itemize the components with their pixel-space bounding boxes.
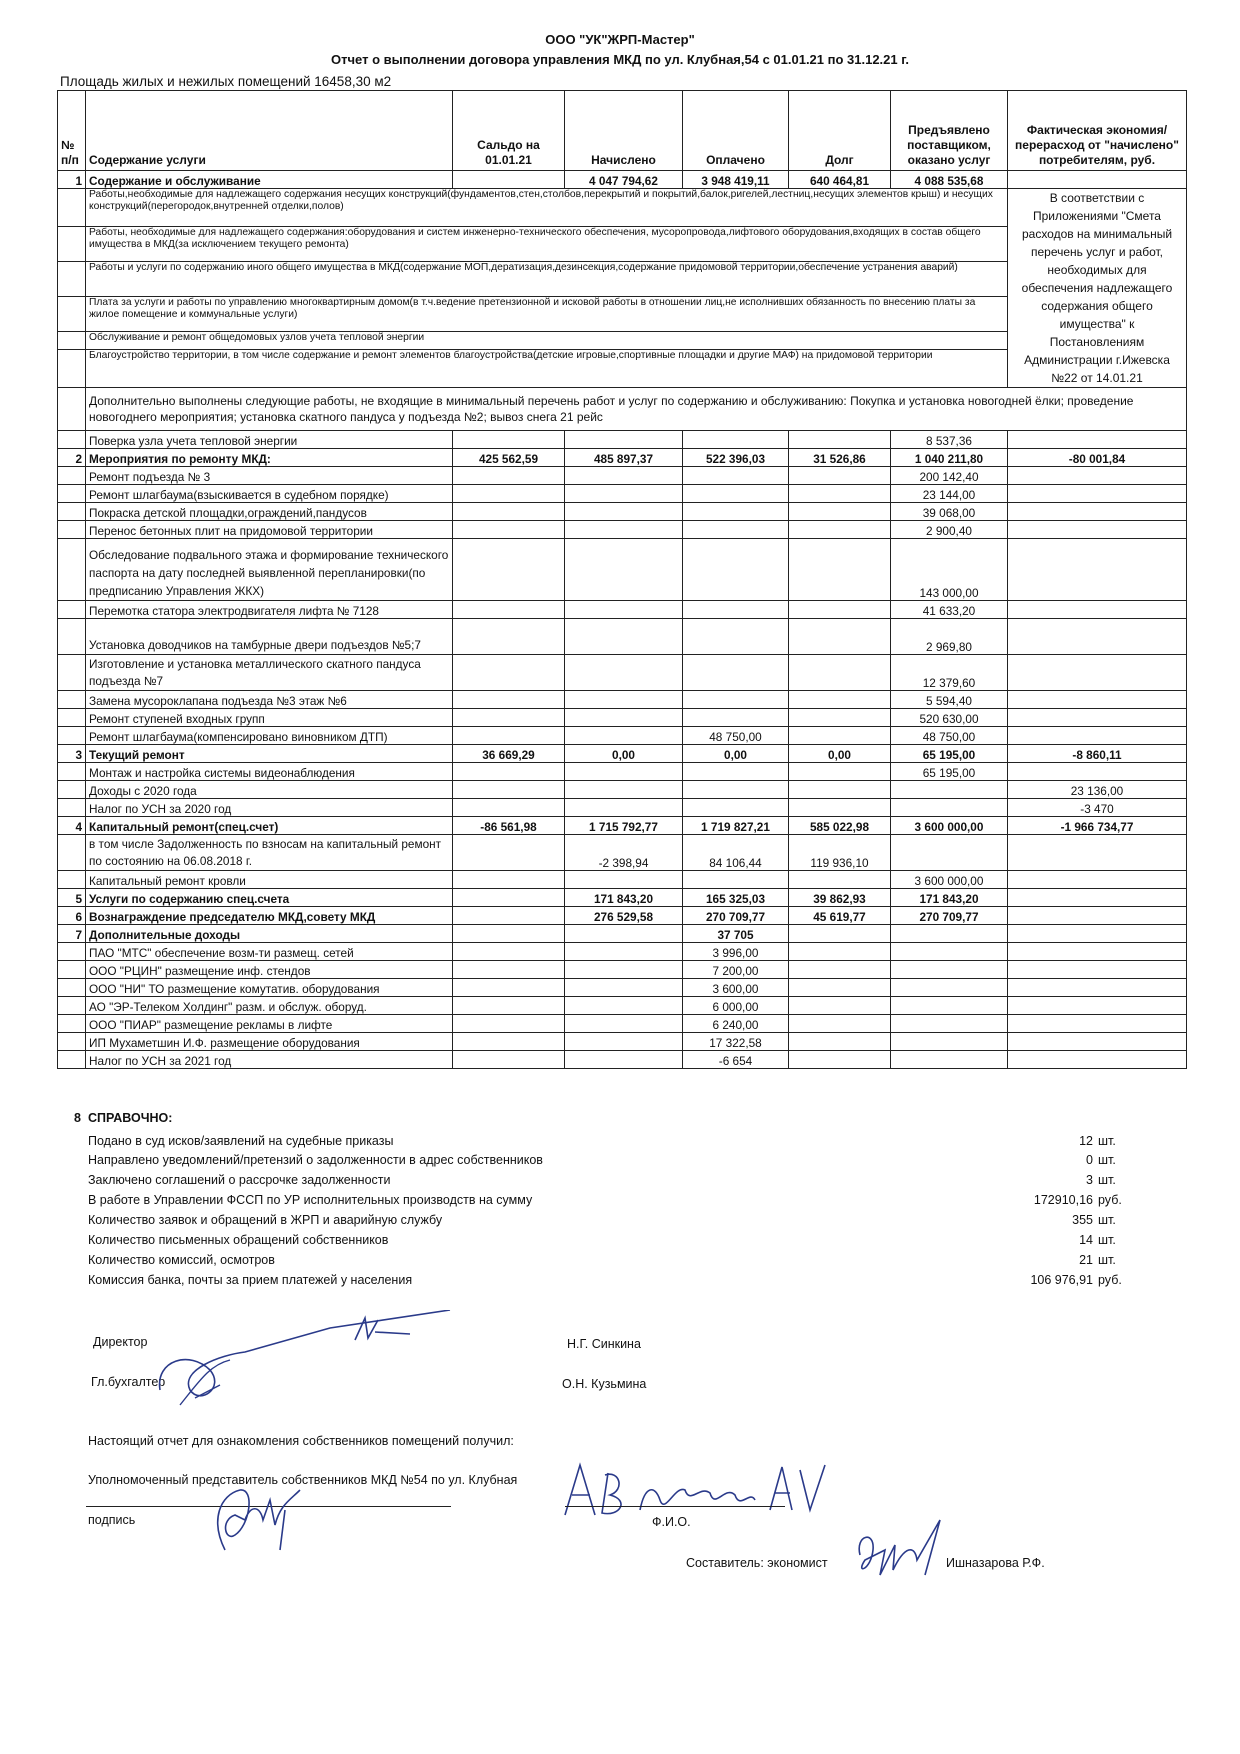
table-row [58,601,1187,619]
row-title: Капитальный ремонт(спец.счет) [86,817,453,835]
cell-saldo: 425 562,59 [453,449,565,467]
cell-debt: 0,00 [789,745,891,763]
row-title: Услуги по содержанию спец.счета [86,889,453,907]
table-row [58,943,1187,961]
row-title: Мероприятия по ремонту МКД: [86,449,453,467]
table-row [58,781,1187,799]
cell-debt: 45 619,77 [789,907,891,925]
accountant-label: Гл.бухгалтер [91,1375,166,1389]
reference-label: Количество письменных обращений собственников [88,1233,389,1247]
cell-presented: 171 843,20 [891,889,1008,907]
cell-presented: 23 144,00 [891,485,1008,503]
cell-presented: 41 633,20 [891,601,1008,619]
reference-value: 3 [1086,1173,1093,1187]
cell-paid: 1 719 827,21 [683,817,789,835]
reference-unit: руб. [1098,1193,1122,1207]
row-title: Ремонт подъезда № 3 [86,467,453,485]
row-title: АО "ЭР-Телеком Холдинг" разм. и обслуж. оборуд. [86,997,453,1015]
cell-presented: 1 040 211,80 [891,449,1008,467]
col-saldo: Сальдо на 01.01.21 [453,91,565,171]
row-title: Обследование подвального этажа и формирование технического паспорта на дату последней выявленной перепланировки(по предписанию Управления ЖКХ) [86,539,453,601]
regulation-note: В соответствии с Приложениями "Смета расходов на минимальный перечень услуг и работ, необходимых для обеспечения надлежащего содержания общего имущества" к Постановлениям Администрации г.Ижевска №22 от 14.01.21 [1008,189,1187,388]
row-title: ПАО "МТС" обеспечение возм-ти размещ. сетей [86,943,453,961]
cell-presented: 270 709,77 [891,907,1008,925]
row-title: ООО "РЦИН" размещение инф. стендов [86,961,453,979]
row-title: Изготовление и установка металлического скатного пандуса подъезда №7 [86,655,453,691]
table-row [58,449,1187,467]
reference-unit: шт. [1098,1134,1116,1148]
cell-paid: 48 750,00 [683,727,789,745]
representative-text: Уполномоченный представитель собственников МКД №54 по ул. Клубная [88,1473,518,1487]
cell-charged: 0,00 [565,745,683,763]
cell-paid: -6 654 [683,1051,789,1069]
col-num: № п/п [58,91,86,171]
compiler-name: Ишназарова Р.Ф. [946,1556,1045,1570]
table-row [58,1033,1187,1051]
reference-label: Количество заявок и обращений в ЖРП и аварийную службу [88,1213,443,1227]
table-row [58,997,1187,1015]
work-item: Благоустройство территории, в том числе содержание и ремонт элементов благоустройства(детские игровые,спортивные площадки и другие МАФ) на придомовой территории [86,349,1008,387]
table-row [58,171,1187,189]
cell-paid: 3 600,00 [683,979,789,997]
row-title: Монтаж и настройка системы видеонаблюдения [86,763,453,781]
reference-unit: руб. [1098,1273,1122,1287]
cell-presented: 39 068,00 [891,503,1008,521]
compiler-label: Составитель: экономист [686,1556,828,1570]
row-num: 2 [58,449,86,467]
reference-unit: шт. [1098,1213,1116,1227]
director-signature [150,1310,470,1420]
col-presented: Предъявлено поставщиком, оказано услуг [891,91,1008,171]
work-item: Плата за услуги и работы по управлению многоквартирным домом(в т.ч.ведение претензионной и исковой работы в отношении лиц,не исполнивших обязанность по внесению платы за жилое помещение и коммунальные услуги) [86,297,1008,332]
row-title: Ремонт шлагбаума(взыскивается в судебном порядке) [86,485,453,503]
cell-presented: 8 537,36 [891,431,1008,449]
reference-unit: шт. [1098,1233,1116,1247]
cell-charged: 171 843,20 [565,889,683,907]
table-row [58,907,1187,925]
report-title: Отчет о выполнении договора управления МКД по ул. Клубная,54 с 01.01.21 по 31.12.21 г. [331,52,909,67]
cell-debt: 39 862,93 [789,889,891,907]
row-title: Покраска детской площадки,ограждений,пандусов [86,503,453,521]
reference-title: СПРАВОЧНО: [88,1111,173,1125]
cell-paid: 6 240,00 [683,1015,789,1033]
cell-paid: 84 106,44 [683,835,789,871]
cell-debt: 119 936,10 [789,835,891,871]
area-caption: Площадь жилых и нежилых помещений 16458,30 м2 [60,74,392,89]
reference-label: Комиссия банка, почты за прием платежей у населения [88,1273,413,1287]
col-debt: Долг [789,91,891,171]
cell-charged: 485 897,37 [565,449,683,467]
table-row [58,1015,1187,1033]
cell-paid: 270 709,77 [683,907,789,925]
cell-paid: 522 396,03 [683,449,789,467]
cell-debt: 585 022,98 [789,817,891,835]
cell-paid: 37 705 [683,925,789,943]
cell-presented: 65 195,00 [891,745,1008,763]
reference-value: 0 [1086,1153,1093,1167]
owner-signature [205,1480,315,1560]
row-title: Капитальный ремонт кровли [86,871,453,889]
col-charged: Начислено [565,91,683,171]
director-name: Н.Г. Синкина [567,1337,641,1351]
row-title: ООО "НИ" ТО размещение комутатив. оборудования [86,979,453,997]
cell-charged: 276 529,58 [565,907,683,925]
work-item: Обслуживание и ремонт общедомовых узлов учета тепловой энергии [86,332,1008,350]
accountant-name: О.Н. Кузьмина [562,1377,647,1391]
table-row [58,467,1187,485]
table-row [58,763,1187,781]
reference-unit: шт. [1098,1153,1116,1167]
report-table [57,90,1187,1069]
cell-presented: 3 600 000,00 [891,871,1008,889]
table-row [58,189,1187,227]
cell-presented: 3 600 000,00 [891,817,1008,835]
received-text: Настоящий отчет для ознакомления собственников помещений получил: [88,1434,514,1448]
table-row [58,727,1187,745]
row-title: Налог по УСН за 2020 год [86,799,453,817]
row-title: Вознаграждение председателю МКД,совету МКД [86,907,453,925]
table-row [58,799,1187,817]
row-num: 6 [58,907,86,925]
reference-label: Заключено соглашений о рассрочке задолженности [88,1173,391,1187]
cell-charged: 1 715 792,77 [565,817,683,835]
row-title: Перенос бетонных плит на придомовой территории [86,521,453,539]
cell-presented: 2 969,80 [891,619,1008,655]
table-row [58,388,1187,431]
row-title: Содержание и обслуживание [86,171,453,189]
reference-label: Направлено уведомлений/претензий о задолженности в адрес собственников [88,1153,543,1167]
work-item: Работы и услуги по содержанию иного общего имущества в МКД(содержание МОП,дератизация,дезинсекция,содержание придомовой территории,обеспечение устранения аварий) [86,262,1008,297]
cell-economy: -1 966 734,77 [1008,817,1187,835]
cell-economy: 23 136,00 [1008,781,1187,799]
row-title: Перемотка статора электродвигателя лифта № 7128 [86,601,453,619]
cell-paid: 7 200,00 [683,961,789,979]
cell-debt: 31 526,86 [789,449,891,467]
row-title: Замена мусороклапана подъезда №3 этаж №6 [86,691,453,709]
cell-paid: 3 996,00 [683,943,789,961]
cell-economy: -3 470 [1008,799,1187,817]
representative-signature [560,1455,830,1525]
cell-presented: 2 900,40 [891,521,1008,539]
fio-caption: Ф.И.О. [652,1515,691,1529]
reference-value: 172910,16 [1033,1193,1093,1207]
cell-presented: 4 088 535,68 [891,171,1008,189]
cell-presented: 48 750,00 [891,727,1008,745]
cell-presented: 12 379,60 [891,655,1008,691]
reference-num: 8 [74,1111,81,1125]
reference-value: 21 [1079,1253,1093,1267]
reference-label: Подано в суд исков/заявлений на судебные приказы [88,1134,394,1148]
row-title: Установка доводчиков на тамбурные двери подъездов №5;7 [86,619,453,655]
row-title: Дополнительные доходы [86,925,453,943]
cell-economy: -8 860,11 [1008,745,1187,763]
cell-debt: 640 464,81 [789,171,891,189]
cell-paid: 6 000,00 [683,997,789,1015]
table-row [58,539,1187,601]
compiler-signature [845,1515,955,1585]
table-row [58,655,1187,691]
row-title: Поверка узла учета тепловой энергии [86,431,453,449]
table-row [58,709,1187,727]
fio-line [565,1506,785,1507]
row-num: 1 [58,171,86,189]
table-row [58,889,1187,907]
work-item: Работы,необходимые для надлежащего содержания несущих конструкций(фундаментов,стен,столбов,перекрытий и покрытий,балок,ригелей,лестниц,несущих элементов крыш) и несущих конструкций(перегородок,внутренней отделки,полов) [86,189,1008,227]
table-row [58,485,1187,503]
cell-paid: 3 948 419,11 [683,171,789,189]
table-row [58,871,1187,889]
reference-label: Количество комиссий, осмотров [88,1253,275,1267]
row-title: ИП Мухаметшин И.Ф. размещение оборудования [86,1033,453,1051]
extra-works: Дополнительно выполнены следующие работы, не входящие в минимальный перечень работ и услуг по содержанию и обслуживанию: Покупка и установка новогодней ёлки; проведение новогоднего мероприятия; установка скатного пандуса у подъезда №2; вывоз снега 21 рейс [86,388,1187,431]
table-row [58,431,1187,449]
cell-charged: -2 398,94 [565,835,683,871]
row-title: Ремонт шлагбаума(компенсировано виновником ДТП) [86,727,453,745]
cell-saldo: 36 669,29 [453,745,565,763]
row-title: Доходы с 2020 года [86,781,453,799]
col-economy: Фактическая экономия/перерасход от "начислено" потребителям, руб. [1008,91,1187,171]
row-title: ООО "ПИАР" размещение рекламы в лифте [86,1015,453,1033]
table-header [58,91,1187,171]
table-row [58,817,1187,835]
row-num: 5 [58,889,86,907]
reference-unit: шт. [1098,1173,1116,1187]
table-row [58,961,1187,979]
reference-value: 106 976,91 [1030,1273,1093,1287]
cell-paid: 0,00 [683,745,789,763]
cell-presented: 520 630,00 [891,709,1008,727]
row-num: 3 [58,745,86,763]
table-row [58,835,1187,871]
row-title: Налог по УСН за 2021 год [86,1051,453,1069]
row-title: Ремонт ступеней входных групп [86,709,453,727]
company-name: ООО "УК"ЖРП-Мастер" [545,32,695,47]
col-service: Содержание услуги [86,91,453,171]
row-title: в том числе Задолженность по взносам на капитальный ремонт по состоянию на 06.08.2018 г. [86,835,453,871]
table-row [58,1051,1187,1069]
reference-label: В работе в Управлении ФССП по УР исполнительных производств на сумму [88,1193,533,1207]
cell-saldo: -86 561,98 [453,817,565,835]
cell-presented: 143 000,00 [891,539,1008,601]
cell-paid: 165 325,03 [683,889,789,907]
sign-caption: подпись [88,1513,136,1527]
row-title: Текущий ремонт [86,745,453,763]
row-num: 4 [58,817,86,835]
col-paid: Оплачено [683,91,789,171]
table-row [58,521,1187,539]
cell-presented: 65 195,00 [891,763,1008,781]
reference-unit: шт. [1098,1253,1116,1267]
reference-value: 12 [1079,1134,1093,1148]
director-label: Директор [93,1335,148,1349]
cell-presented: 200 142,40 [891,467,1008,485]
cell-paid: 17 322,58 [683,1033,789,1051]
cell-charged: 4 047 794,62 [565,171,683,189]
table-row [58,925,1187,943]
cell-presented: 5 594,40 [891,691,1008,709]
reference-value: 355 [1072,1213,1093,1227]
row-num: 7 [58,925,86,943]
table-row [58,619,1187,655]
reference-value: 14 [1079,1233,1093,1247]
table-row [58,979,1187,997]
work-item: Работы, необходимые для надлежащего содержания:оборудования и систем инженерно-технического обеспечения, мусоропровода,лифтового оборудования,входящих в состав общего имущества в МКД(за исключением текущего ремонта) [86,227,1008,262]
table-row [58,745,1187,763]
table-row [58,691,1187,709]
cell-economy: -80 001,84 [1008,449,1187,467]
table-row [58,503,1187,521]
